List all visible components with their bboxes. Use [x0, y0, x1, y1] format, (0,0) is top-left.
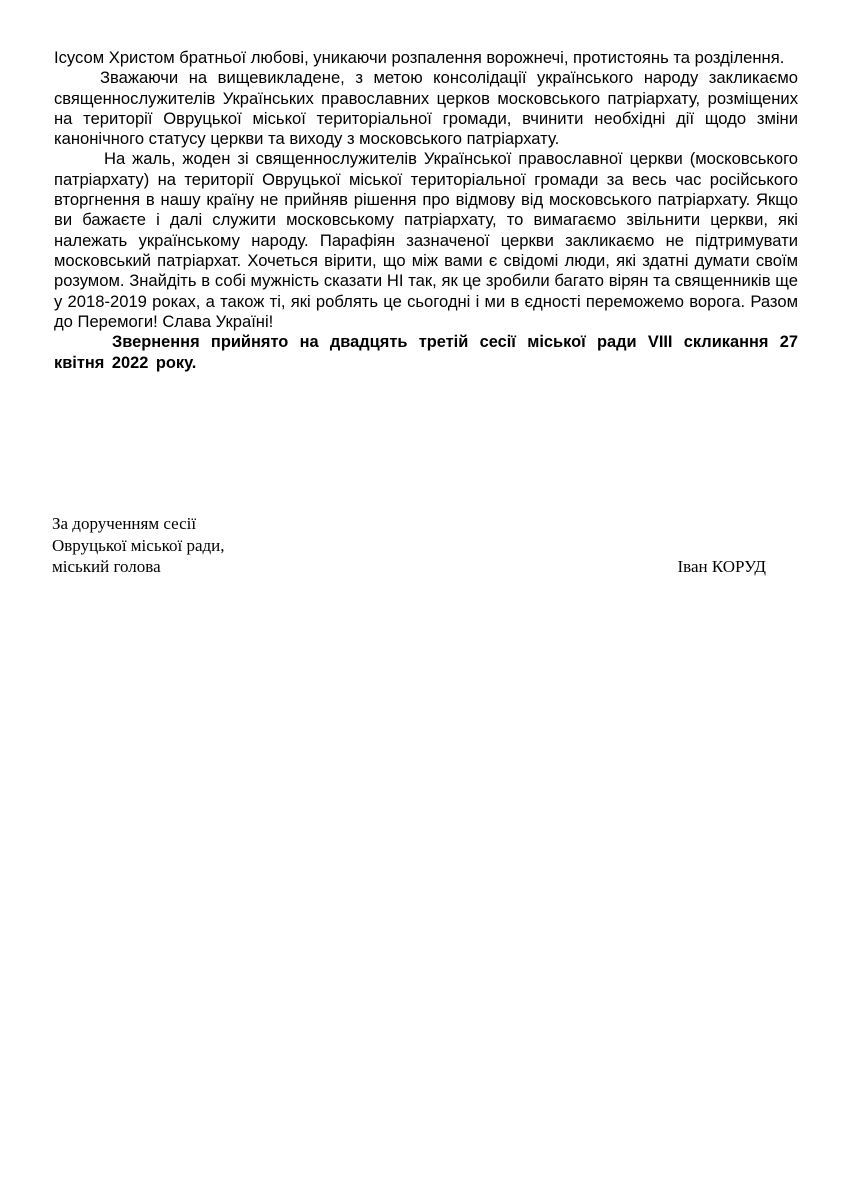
signatory-name: Іван КОРУД: [677, 557, 766, 576]
paragraph-intro: Ісусом Христом братньої любові, уникаючи розпалення ворожнечі, протистоянь та розділення.: [54, 48, 785, 67]
signature-line-3: міський голова: [52, 557, 161, 576]
document-body: [54, 48, 798, 373]
paragraph-regret: На жаль, жоден зі священнослужителів Української православної церкви (московського патріархату) на території Овруцької міської територіальної громади за весь час російського вторгнення в нашу країну не прийняв рішення про відмову від московського патріархату. Якщо ви бажаєте і далі служити московському патріархату, то вимагаємо звільнити церкви, які належать українському народу. Парафіян зазначеної церкви закликаємо не підтримувати московський патріархат. Хочеться вірити, що між вами є свідомі люди, які здатні думати своїм розумом. Знайдіть в собі мужність сказати НІ так, як це зробили багато вірян та священників ще у 2018-2019 роках, а також ті, які роблять це сьогодні і ми в єдності переможемо ворога. Разом до Перемоги! Слава Україні!: [54, 149, 798, 331]
adoption-note: Звернення прийнято на двадцять третій сесії міської ради VIII скликання 27 квітня 2022 року.: [54, 333, 798, 372]
signature-block: [52, 513, 768, 578]
paragraph-appeal: Зважаючи на вищевикладене, з метою консолідації українського народу закликаємо священнослужителів Українських православних церков московського патріархату, розміщених на території Овруцької міської територіальної громади, вчинити необхідні дії щодо зміни канонічного статусу церкви та виходу з московського патріархату.: [54, 68, 798, 149]
signature-line-2: Овруцької міської ради,: [52, 535, 225, 555]
signature-line-1: За дорученням сесії: [52, 514, 197, 533]
